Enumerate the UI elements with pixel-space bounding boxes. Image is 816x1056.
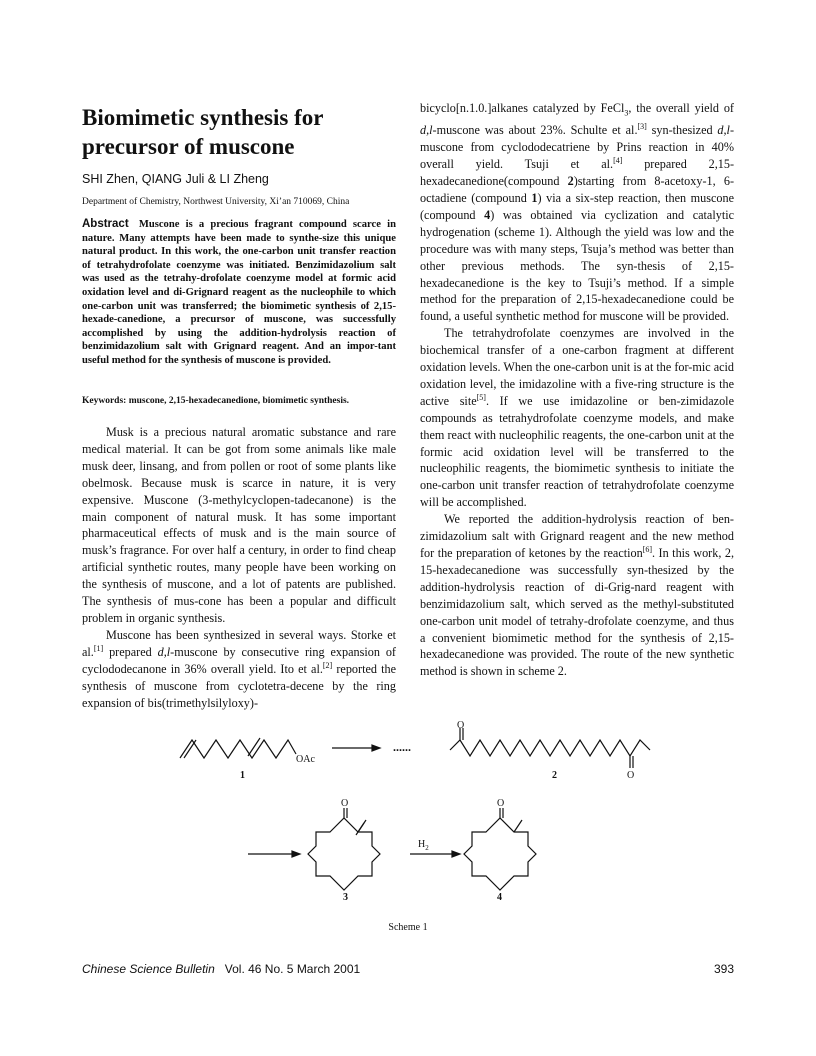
body-paragraph: The tetrahydrofolate coenzymes are involved in the biochemical transfer of a one-carbon fragment at different oxidation levels. When the one-carbon unit is at the for-mic acid oxidation level, the imidazoline with a five-ring structure is the active site[5]. If we use imidazoline or ben-zimidazole compounds as tetrahydrofolate coenzyme models, and make them react with nucleophilic reagents, the one-carbon unit at the formic acid oxidation level will be transferred to the nucleophilic reagents, the biomimetic synthesis to initiate the one-carbon unit transfer reaction of tetrahydrofolate coenzyme will be accomplished. (420, 326, 734, 510)
journal-name: Chinese Science Bulletin (82, 962, 215, 976)
ellipsis: ...... (393, 740, 411, 754)
compound-4-structure (464, 808, 536, 890)
right-column (420, 100, 734, 680)
authors: SHI Zhen, QIANG Juli & LI Zheng (82, 172, 269, 186)
body-paragraph: bicyclo[n.1.0.]alkanes catalyzed by FeCl$_3$, the overall yield of d,l-muscone was about 23%. Schulte et al.[3] syn-thesized d,l-muscone from cyclododecatriene by Prins reaction in 40% overall yield. Tsuji et al.[4] prepared 2,15-hexadecanedione(compound 2)starting from 8-acetoxy-1, 6-octadiene (compound 1) via a six-step reaction, then muscone (compound 4) was obtained via cyclization and catalytic hydrogenation (scheme 1). Although the yield was low and the procedure was with many steps, Tsuja’s method was better than other previous methods. The syn-thesis of 2,15-hexadecanedione is the key to Tsuji’s method. If a simple method for the preparation of 2,15-hexadecanedione could be found, a useful synthetic method for muscone will be provided. (420, 101, 735, 324)
journal-issue: Vol. 46 No. 5 March 2001 (224, 962, 361, 976)
citation: [4] (613, 156, 623, 166)
oxygen-label: O (627, 770, 635, 781)
abstract-label: Abstract (82, 218, 129, 230)
oxygen-label: O (497, 798, 505, 809)
compound-2-structure (450, 728, 650, 768)
reaction-arrow-3 (410, 851, 460, 857)
reaction-arrow-1 (332, 745, 380, 751)
citation: [6] (642, 544, 653, 554)
reaction-arrow-2 (248, 851, 300, 857)
oxygen-label: O (341, 798, 349, 809)
citation: [3] (637, 122, 647, 132)
compound-label-4: 4 (497, 892, 502, 903)
keywords: Keywords: muscone, 2,15-hexadecanedione, biomimetic synthesis. (82, 396, 350, 406)
oxygen-label: O (457, 720, 465, 731)
compound-label-2: 2 (552, 770, 557, 781)
citation: [2] (322, 660, 333, 670)
citation: [5] (476, 392, 486, 402)
abstract-text: Muscone is a precious fragrant compound scarce in nature. Many attempts have been made to synthe-size this unique natural product. In this work, the one-carbon unit transfer reaction of tetrahydrofolate coenzyme was initiated. Benzimidazolium salt was used as the tetrahy-drofolate coenzyme model at formic acid oxidation level and di-Grignard reagent as the nucleophile to which one-carbon unit was transferred; the biomimetic synthesis of 2,15-hexade-canedione, a precursor of muscone, was successfully accomplished by using the addition-hydrolysis reaction of benzimidazolium salt with Grignard reagent. And an impor-tant useful method for the synthesis of muscone is provided. (82, 219, 396, 366)
affiliation: Department of Chemistry, Northwest University, Xi’an 710069, China (82, 197, 350, 207)
left-column (82, 424, 396, 711)
abstract (82, 218, 396, 368)
oac-label: OAc (296, 754, 315, 765)
compound-label-1: 1 (240, 770, 245, 781)
compound-1-structure (180, 738, 296, 758)
article-title: Biomimetic synthesis for precursor of muscone (82, 105, 324, 159)
journal-footer (82, 962, 360, 976)
citation: [1] (93, 643, 104, 653)
body-paragraph: Musk is a precious natural aromatic substance and rare medical material. It can be got from some animals like male musk deer, linsang, and from pollen or root of some plants like obelmosk. Because musk is scarce in nature, it is very expensive. Muscone (3-methylcyclopen-tadecanone) is the main component of natural musk. It has some important pharmaceutical effects of musk and is the main source of musk’s fragrance. For over half a century, in order to find cheap artificial synthetic routes, many people have been working on the synthesis of muscone, and a lot of patents are published. The synthesis of mus-cone has been a popular and difficult problem in organic synthesis. (82, 425, 396, 625)
page-number: 393 (713, 962, 734, 976)
compound-label-3: 3 (343, 892, 348, 903)
scheme-caption: Scheme 1 (388, 922, 428, 933)
h2-label: $H_2$ (418, 839, 429, 852)
scheme-1-figure (0, 720, 816, 940)
body-paragraph: Muscone has been synthesized in several ways. Storke et al.[1] prepared d,l-muscone by consecutive ring expansion of cyclododecanone in 36% overall yield. Ito et al.[2] reported the synthesis of muscone from cyclotetra-decene by the ring expansion of bis(trimethylsilyloxy)- (82, 627, 396, 710)
body-paragraph: We reported the addition-hydrolysis reaction of ben-zimidazolium salt with Grignard reagent and the new method for the preparation of ketones by the reaction[6]. In this work, 2, 15-hexadecanedione was successfully syn-thesized by the addition-hydrolysis reaction of di-Grig-nard reagent with benzimidazolium salt, which served as the methyl-substituted one-carbon unit model of tetrahy-drofolate coenzyme, and thus a convenient biomimetic method for the synthesis of 2,15-hexadecanedione was provided. The route of the new synthetic method is shown in scheme 2. (420, 512, 734, 679)
compound-3-structure (308, 808, 380, 890)
